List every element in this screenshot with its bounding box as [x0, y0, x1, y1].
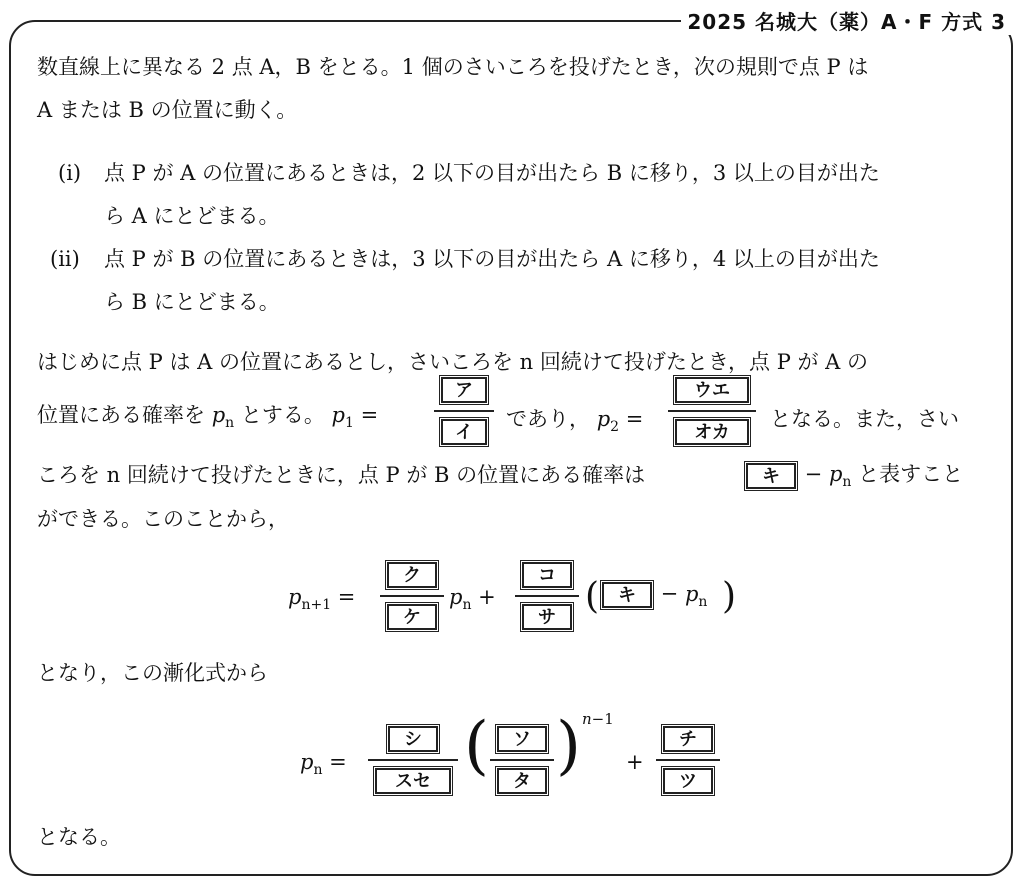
rule2-label: (ii): [50, 247, 80, 271]
pn-symbol: $p_n$: [211, 403, 235, 431]
body-line-4: ができる。このことから，: [37, 507, 289, 531]
answer-box-chi[interactable]: チ: [663, 726, 713, 752]
answer-box-suse[interactable]: スセ: [375, 768, 451, 794]
body-line-3b: と表すこと: [858, 462, 964, 486]
general-lhs: $p_n$ =: [300, 750, 347, 778]
ki-expression: キ − $p_n$ と表すこと: [744, 458, 963, 491]
answer-box-ue[interactable]: ウエ: [675, 377, 749, 403]
body-line-3: [37, 456, 645, 494]
exponent: n−1: [582, 710, 614, 728]
answer-box-ta[interactable]: タ: [497, 768, 547, 794]
answer-box-i[interactable]: イ: [441, 419, 487, 445]
general-frac-2: [490, 724, 554, 796]
p2-symbol: $p_2$: [596, 407, 620, 435]
body-line-1: はじめに点 P は A の位置にあるとし，さいころを n 回続けて投げたとき，点 P が A の: [37, 350, 869, 374]
body-line-3a: ころを n 回続けて投げたときに，点 P が B の位置にある確率は: [37, 463, 646, 487]
answer-box-a[interactable]: ア: [441, 377, 487, 403]
answer-box-ku[interactable]: ク: [387, 562, 437, 588]
answer-box-ki[interactable]: キ: [746, 463, 796, 489]
rule2-line-2: ら B にとどまる。: [104, 290, 280, 314]
recurrence-paren-content: キ − $p_n$: [600, 580, 707, 610]
right-big-paren: ): [556, 709, 581, 783]
rule1-line-2: ら A にとどまる。: [104, 204, 280, 228]
intro-line-2: A または B の位置に動く。: [37, 98, 298, 122]
body-line-2: 位置にある確率を $p_n$ とする。 $p_1$ =: [37, 403, 379, 431]
rule1-line-1: 点 P が A の位置にあるときは，2 以下の目が出たら B に移り，3 以上の目が出た: [104, 161, 880, 185]
body-line-5: となり，この漸化式から: [37, 661, 268, 685]
answer-box-oka[interactable]: オカ: [675, 419, 749, 445]
body-line-6: となる。: [37, 825, 121, 849]
rule2-line-1: 点 P が B の位置にあるときは，3 以下の目が出たら A に移り，4 以上の目が出た: [104, 247, 880, 271]
p1-fraction: [434, 375, 494, 447]
answer-box-so[interactable]: ソ: [497, 726, 547, 752]
recurrence-mid: $p_n$ +: [449, 585, 496, 613]
recurrence-frac-1: [380, 560, 444, 632]
answer-box-tsu[interactable]: ツ: [663, 768, 713, 794]
answer-box-ko[interactable]: コ: [522, 562, 572, 588]
rule1-label: (i): [58, 161, 82, 185]
answer-box-ki-2[interactable]: キ: [602, 582, 652, 608]
recurrence-lhs: $p_{n+1}$ =: [288, 585, 356, 613]
answer-box-ke[interactable]: ケ: [387, 604, 437, 630]
intro-line-1: 数直線上に異なる 2 点 A，B をとる。1 個のさいころを投げたとき，次の規則で点 P は: [37, 55, 869, 79]
body-line-2c-wrap: であり， $p_2$ =: [506, 407, 644, 435]
p1-symbol: $p_1$: [331, 403, 354, 431]
general-frac-1: [368, 724, 458, 796]
p2-fraction: [668, 375, 756, 447]
general-frac-3: [656, 724, 720, 796]
answer-box-sa[interactable]: サ: [522, 604, 572, 630]
right-paren: ): [722, 576, 737, 617]
problem-header: 2025 名城大（薬）A・F 方式 3: [681, 6, 1012, 35]
body-line-2d: となる。また，さい: [770, 407, 959, 431]
body-line-2b: とする。: [240, 403, 325, 427]
left-paren: (: [585, 576, 600, 617]
body-line-2a: 位置にある確率を: [37, 403, 205, 427]
answer-box-shi[interactable]: シ: [388, 726, 438, 752]
plus-sign: +: [626, 750, 644, 774]
body-line-2c: であり，: [506, 407, 590, 431]
recurrence-frac-2: [515, 560, 579, 632]
left-big-paren: (: [464, 709, 489, 783]
